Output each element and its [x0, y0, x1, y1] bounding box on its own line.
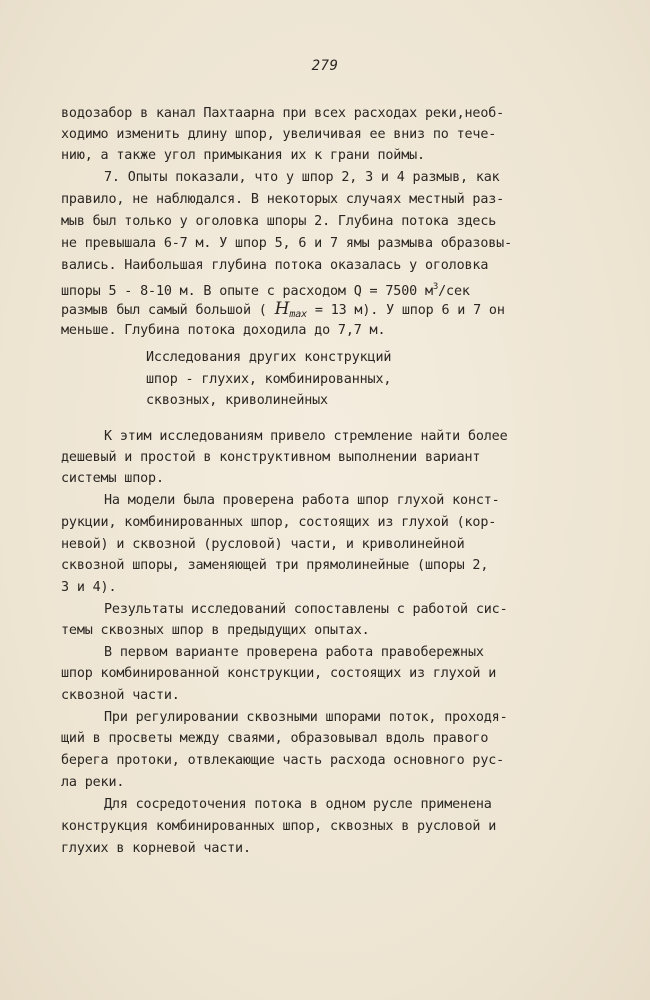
- text-line: сквозной части.: [61, 688, 180, 703]
- section-heading-line: Исследования других конструкций: [146, 350, 392, 365]
- superscript: 3: [432, 282, 439, 292]
- text-line: мыв был только у оголовка шпоры 2. Глубина потока здесь: [61, 214, 497, 229]
- text-line: щий в просветы между сваями, образовывал вдоль правого: [61, 731, 489, 746]
- text-line: рукции, комбинированных шпор, состоящих из глухой (кор-: [61, 515, 497, 530]
- section-heading-line: сквозных, криволинейных: [146, 393, 328, 408]
- text-line: темы сквозных шпор в предыдущих опытах.: [61, 623, 370, 638]
- text-line: В первом варианте проверена работа правобережных: [104, 645, 484, 660]
- text-line: берега протоки, отвлекающие часть расхода основного рус-: [61, 753, 505, 768]
- text-line: На модели была проверена работа шпор глухой конст-: [104, 493, 500, 508]
- text-line: ла реки.: [61, 775, 125, 790]
- text-line: невой) и сквозной (русловой) части, и криволинейной: [61, 537, 465, 552]
- text-fragment: /сек: [438, 284, 470, 299]
- text-line: Результаты исследований сопоставлены с работой сис-: [104, 602, 508, 617]
- section-heading-line: шпор - глухих, комбинированных,: [146, 372, 392, 387]
- text-line: глухих в корневой части.: [61, 841, 251, 856]
- text-line: вались. Наибольшая глубина потока оказалась у оголовка: [61, 258, 489, 273]
- text-line: ходимо изменить длину шпор, увеличивая ее вниз по тече-: [61, 127, 497, 142]
- text-line: сквозной шпоры, заменяющей три прямолинейные (шпоры 2,: [61, 558, 489, 573]
- text-fragment: размыв был самый большой (: [61, 303, 267, 318]
- text-line: дешевый и простой в конструктивном выполнении вариант: [61, 450, 481, 465]
- subscript: max: [289, 309, 307, 320]
- text-line: правило, не наблюдался. В некоторых случаях местный раз-: [61, 192, 505, 207]
- text-line: шпор комбинированной конструкции, состоящих из глухой и: [61, 666, 497, 681]
- text-fragment: = 13 м). У шпор 6 и 7 он: [306, 303, 505, 318]
- text-line: Для сосредоточения потока в одном русле применена: [104, 797, 492, 812]
- text-line: водозабор в канал Пахтаарна при всех расходах реки,необ-: [61, 106, 505, 121]
- text-line: нию, а также угол примыкания их к грани поймы.: [61, 148, 425, 163]
- text-line: При регулировании сквозными шпорами поток, проходя-: [104, 710, 508, 725]
- text-line: 3 и 4).: [61, 580, 117, 595]
- text-line: 7. Опыты показали, что у шпор 2, 3 и 4 размыв, как: [104, 170, 500, 185]
- text-line: системы шпор.: [61, 471, 164, 486]
- text-line: не превышала 6-7 м. У шпор 5, 6 и 7 ямы размыва образовы-: [61, 236, 512, 251]
- formula-symbol: H: [274, 299, 290, 319]
- text-line: конструкция комбинированных шпор, сквозных в русловой и: [61, 819, 497, 834]
- page-number: 279: [311, 58, 339, 74]
- text-fragment: шпоры 5 - 8-10 м. В опыте с расходом Q = 7500 м: [61, 284, 433, 299]
- text-line: меньше. Глубина потока доходила до 7,7 м.: [61, 323, 386, 338]
- text-line: К этим исследованиям привело стремление найти более: [104, 429, 508, 444]
